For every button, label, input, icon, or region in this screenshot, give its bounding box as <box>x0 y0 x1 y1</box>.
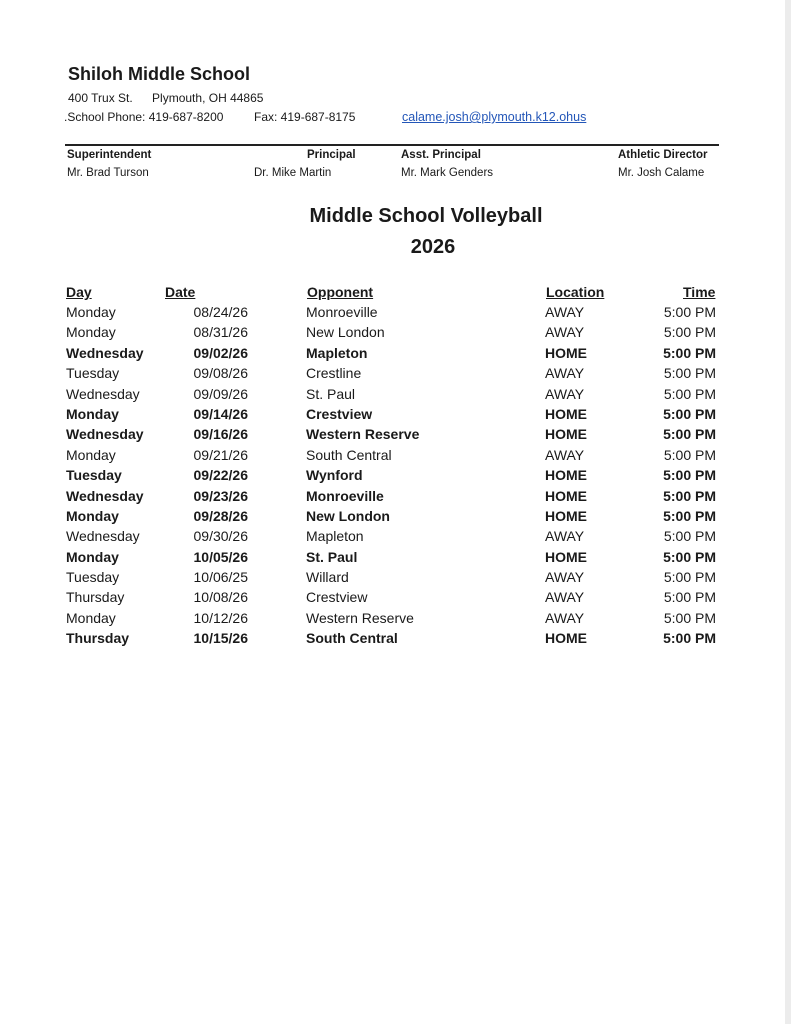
date-cell: 09/21/26 <box>193 446 248 463</box>
location-column-header: Location <box>546 284 605 300</box>
table-row <box>60 323 720 343</box>
opponent-cell: Crestview <box>306 405 373 422</box>
athletic-director-name: Mr. Josh Calame <box>618 167 705 179</box>
school-phone: .School Phone: 419-687-8200 <box>64 110 224 124</box>
opponent-cell: Crestview <box>306 589 368 606</box>
table-row <box>60 385 720 405</box>
day-cell: Thursday <box>66 630 130 647</box>
opponent-cell: Mapleton <box>306 528 364 545</box>
time-cell: 5:00 PM <box>663 344 716 361</box>
day-cell: Monday <box>66 405 119 422</box>
table-row <box>60 344 720 364</box>
location-cell: AWAY <box>545 304 585 320</box>
time-cell: 5:00 PM <box>663 405 716 422</box>
location-cell: AWAY <box>545 385 585 402</box>
opponent-cell: New London <box>306 324 385 341</box>
location-cell: AWAY <box>545 569 585 586</box>
principal-name: Dr. Mike Martin <box>254 167 332 179</box>
opponent-cell: St. Paul <box>306 385 356 402</box>
time-cell: 5:00 PM <box>663 446 716 463</box>
street-address: 400 Trux St. <box>68 91 133 105</box>
day-cell: Tuesday <box>66 365 120 382</box>
table-row <box>60 303 720 323</box>
time-column-header: Time <box>683 284 716 300</box>
city-state-zip: Plymouth, OH 44865 <box>152 91 264 105</box>
time-cell: 5:00 PM <box>663 304 716 320</box>
location-cell: HOME <box>545 405 587 422</box>
table-row <box>60 466 720 486</box>
date-cell: 09/02/26 <box>193 344 248 361</box>
time-cell: 5:00 PM <box>663 487 716 504</box>
date-cell: 09/30/26 <box>193 528 248 545</box>
table-row <box>60 568 720 588</box>
location-cell: HOME <box>545 507 587 524</box>
opponent-cell: Western Reserve <box>306 609 414 626</box>
location-cell: AWAY <box>545 528 585 545</box>
day-cell: Monday <box>66 548 119 565</box>
location-cell: AWAY <box>545 365 585 382</box>
table-row <box>60 527 720 547</box>
table-row <box>60 446 720 466</box>
date-cell: 10/15/26 <box>193 630 248 647</box>
date-cell: 10/12/26 <box>193 609 248 626</box>
day-column-header: Day <box>66 284 92 300</box>
opponent-cell: Crestline <box>306 365 362 382</box>
superintendent-title: Superintendent <box>67 149 152 161</box>
day-cell: Wednesday <box>66 487 144 504</box>
table-row <box>60 629 720 649</box>
date-cell: 10/05/26 <box>193 548 248 565</box>
day-cell: Wednesday <box>66 528 140 545</box>
time-cell: 5:00 PM <box>663 609 716 626</box>
day-cell: Monday <box>66 446 116 463</box>
time-cell: 5:00 PM <box>663 507 716 524</box>
date-column-header: Date <box>165 284 196 300</box>
time-cell: 5:00 PM <box>663 467 716 484</box>
table-row <box>60 588 720 608</box>
day-cell: Monday <box>66 324 116 341</box>
opponent-cell: Monroeville <box>306 304 378 320</box>
opponent-cell: New London <box>306 507 390 524</box>
day-cell: Wednesday <box>66 385 140 402</box>
day-cell: Wednesday <box>66 344 144 361</box>
day-cell: Monday <box>66 609 116 626</box>
location-cell: HOME <box>545 467 587 484</box>
table-row <box>60 548 720 568</box>
asst-principal-name: Mr. Mark Genders <box>401 167 494 179</box>
day-cell: Tuesday <box>66 569 120 586</box>
opponent-cell: Willard <box>306 569 349 586</box>
date-cell: 09/23/26 <box>193 487 248 504</box>
date-cell: 09/08/26 <box>193 365 248 382</box>
document-title: Middle School Volleyball <box>309 205 543 227</box>
location-cell: HOME <box>545 548 587 565</box>
location-cell: AWAY <box>545 446 585 463</box>
day-cell: Wednesday <box>66 426 144 443</box>
location-cell: HOME <box>545 630 587 647</box>
time-cell: 5:00 PM <box>663 528 716 545</box>
opponent-cell: Mapleton <box>306 344 368 361</box>
opponent-cell: South Central <box>306 630 398 647</box>
document-year: 2026 <box>410 236 456 258</box>
time-cell: 5:00 PM <box>663 385 716 402</box>
time-cell: 5:00 PM <box>663 569 716 586</box>
date-cell: 08/31/26 <box>193 324 248 341</box>
superintendent-name: Mr. Brad Turson <box>67 167 149 179</box>
table-row <box>60 405 720 425</box>
table-row <box>60 425 720 445</box>
time-cell: 5:00 PM <box>663 365 716 382</box>
opponent-cell: St. Paul <box>306 548 358 565</box>
date-cell: 09/28/26 <box>193 507 248 524</box>
date-cell: 08/24/26 <box>193 304 248 320</box>
time-cell: 5:00 PM <box>663 426 716 443</box>
date-cell: 09/09/26 <box>193 385 248 402</box>
date-cell: 09/14/26 <box>193 405 248 422</box>
date-cell: 10/08/26 <box>193 589 248 606</box>
location-cell: AWAY <box>545 609 585 626</box>
table-row <box>60 364 720 384</box>
page-edge <box>785 0 791 1024</box>
location-cell: HOME <box>545 344 587 361</box>
table-row <box>60 507 720 527</box>
date-cell: 09/16/26 <box>193 426 248 443</box>
asst-principal-title: Asst. Principal <box>401 149 481 161</box>
time-cell: 5:00 PM <box>663 324 716 341</box>
location-cell: AWAY <box>545 589 585 606</box>
table-row <box>60 487 720 507</box>
location-cell: AWAY <box>545 324 585 341</box>
opponent-cell: South Central <box>306 446 392 463</box>
opponent-cell: Monroeville <box>306 487 384 504</box>
day-cell: Monday <box>66 507 119 524</box>
school-fax: Fax: 419-687-8175 <box>254 110 356 124</box>
day-cell: Tuesday <box>66 467 122 484</box>
date-cell: 10/06/25 <box>193 569 248 586</box>
table-row <box>60 609 720 629</box>
header-divider <box>65 144 719 146</box>
day-cell: Thursday <box>66 589 125 606</box>
location-cell: HOME <box>545 426 587 443</box>
day-cell: Monday <box>66 304 116 320</box>
school-name: Shiloh Middle School <box>68 64 250 84</box>
opponent-column-header: Opponent <box>307 284 374 300</box>
time-cell: 5:00 PM <box>663 589 716 606</box>
athletic-director-title: Athletic Director <box>618 149 708 161</box>
date-cell: 09/22/26 <box>193 467 248 484</box>
time-cell: 5:00 PM <box>663 548 716 565</box>
email-link[interactable]: calame.josh@plymouth.k12.ohus <box>402 110 587 124</box>
principal-title: Principal <box>307 149 356 161</box>
opponent-cell: Wynford <box>306 467 363 484</box>
time-cell: 5:00 PM <box>663 630 716 647</box>
schedule-table <box>60 303 720 650</box>
school-address <box>68 91 263 105</box>
location-cell: HOME <box>545 487 587 504</box>
opponent-cell: Western Reserve <box>306 426 420 443</box>
